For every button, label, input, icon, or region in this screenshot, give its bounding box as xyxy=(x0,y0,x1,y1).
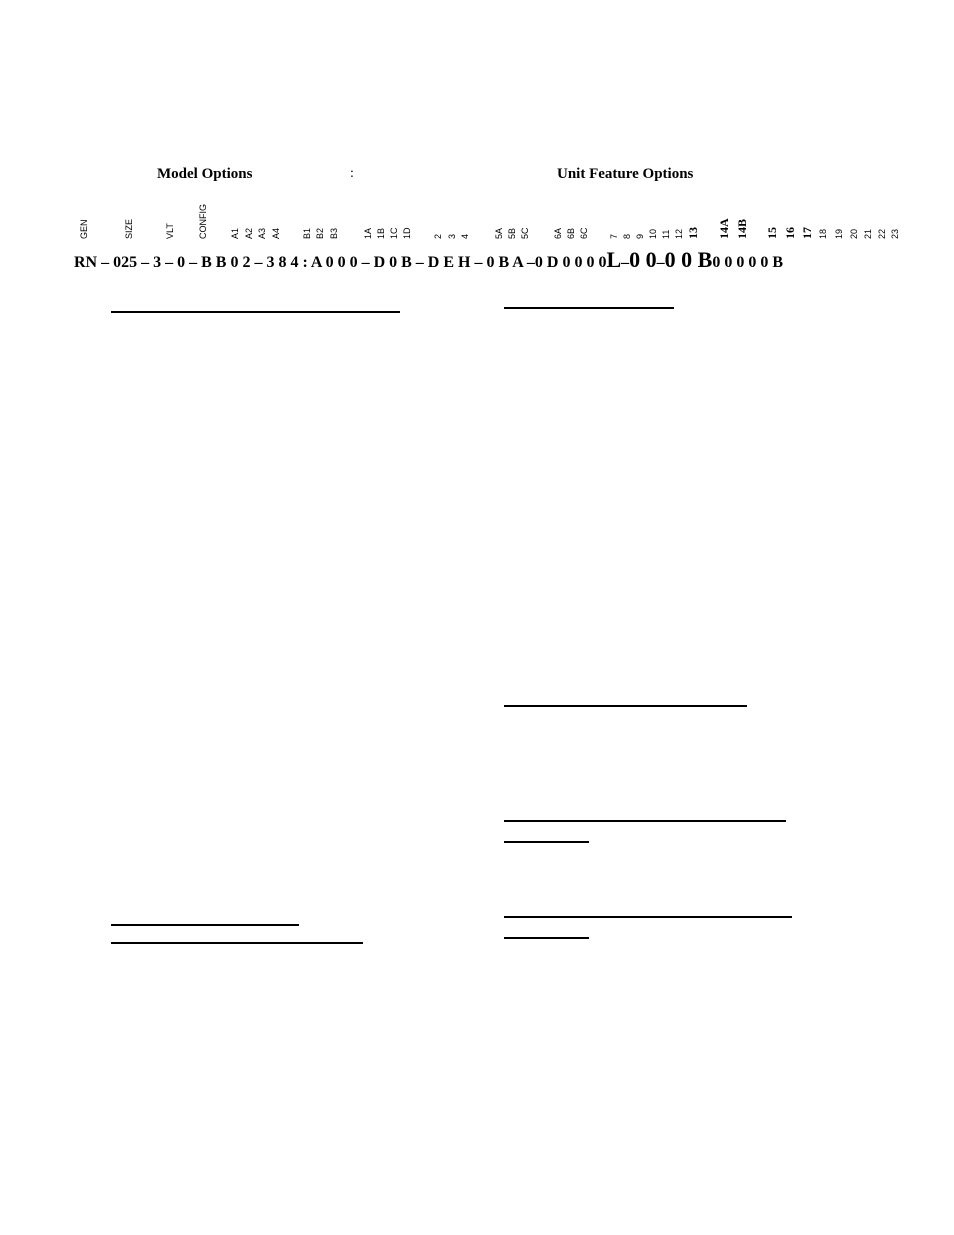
digit-label-a3: A3 xyxy=(257,227,267,239)
digit-label-2: 2 xyxy=(433,233,443,239)
left-section-rule-3 xyxy=(111,942,363,944)
digit-label-1d: 1D xyxy=(402,227,412,239)
digit-label-3: 3 xyxy=(447,233,457,239)
left-section-rule-2 xyxy=(111,924,299,926)
digit-label-21: 21 xyxy=(863,228,873,239)
digit-label-a1: A1 xyxy=(230,227,240,239)
model-number-part-7: 0 0 0 0 0 B xyxy=(712,254,784,271)
digit-label-23: 23 xyxy=(890,228,900,239)
model-number-part-4: 0 0 xyxy=(629,247,657,272)
model-number-part-1: RN – 025 – 3 – 0 – B B 0 2 – 3 8 4 : A 0 0 0 – D 0 B – D E H – 0 B A –0 D 0 0 0 0 xyxy=(74,254,607,271)
digit-label-8: 8 xyxy=(622,233,632,239)
digit-label-14b: 14B xyxy=(735,218,749,239)
digit-label-22: 22 xyxy=(877,228,887,239)
digit-label-11: 11 xyxy=(661,229,671,239)
digit-label-16: 16 xyxy=(783,227,797,239)
digit-label-13: 13 xyxy=(686,227,700,239)
right-section-rule-4 xyxy=(504,841,589,843)
digit-label-5b: 5B xyxy=(507,227,517,239)
digit-label-b3: B3 xyxy=(329,227,339,239)
digit-label-1b: 1B xyxy=(376,227,386,239)
digit-label-4: 4 xyxy=(460,233,470,239)
digit-label-b2: B2 xyxy=(315,227,325,239)
digit-label-19: 19 xyxy=(834,228,844,239)
digit-label-15: 15 xyxy=(765,227,779,239)
unit-feature-options-heading: Unit Feature Options xyxy=(557,166,694,182)
digit-label-1c: 1C xyxy=(389,227,399,239)
digit-label-6b: 6B xyxy=(566,227,576,239)
right-section-rule-6 xyxy=(504,937,589,939)
digit-label-vlt: VLT xyxy=(165,223,175,239)
model-number xyxy=(74,248,783,275)
model-number-part-2: L xyxy=(606,247,622,272)
digit-label-10: 10 xyxy=(648,228,658,239)
digit-label-gen: GEN xyxy=(79,219,89,239)
right-section-rule-5 xyxy=(504,916,792,918)
model-number-part-6: 0 0 B xyxy=(664,247,713,272)
digit-label-1a: 1A xyxy=(363,227,373,239)
digit-label-17: 17 xyxy=(800,227,814,239)
model-options-heading: Model Options xyxy=(157,166,253,182)
digit-label-7: 7 xyxy=(609,233,619,239)
digit-label-size: SIZE xyxy=(124,218,134,239)
model-number-part-3: – xyxy=(621,254,630,271)
digit-label-6a: 6A xyxy=(553,227,563,239)
right-section-rule-3 xyxy=(504,820,786,822)
digit-label-5c: 5C xyxy=(520,227,530,239)
digit-label-a2: A2 xyxy=(244,227,254,239)
digit-label-b1: B1 xyxy=(302,227,312,239)
digit-label-a4: A4 xyxy=(271,227,281,239)
digit-label-6c: 6C xyxy=(579,227,589,239)
digit-label-9: 9 xyxy=(635,233,645,239)
left-section-rule-1 xyxy=(111,311,400,313)
digit-label-20: 20 xyxy=(849,228,859,239)
digit-label-5a: 5A xyxy=(494,227,504,239)
right-section-rule-2 xyxy=(504,705,747,707)
digit-label-12: 12 xyxy=(674,228,684,239)
model-number-part-5: – xyxy=(656,254,665,271)
heading-separator: : xyxy=(350,166,354,181)
digit-label-config: CONFIG xyxy=(198,204,208,239)
digit-label-14a: 14A xyxy=(717,218,731,239)
right-section-rule-1 xyxy=(504,307,674,309)
digit-label-18: 18 xyxy=(818,228,828,239)
